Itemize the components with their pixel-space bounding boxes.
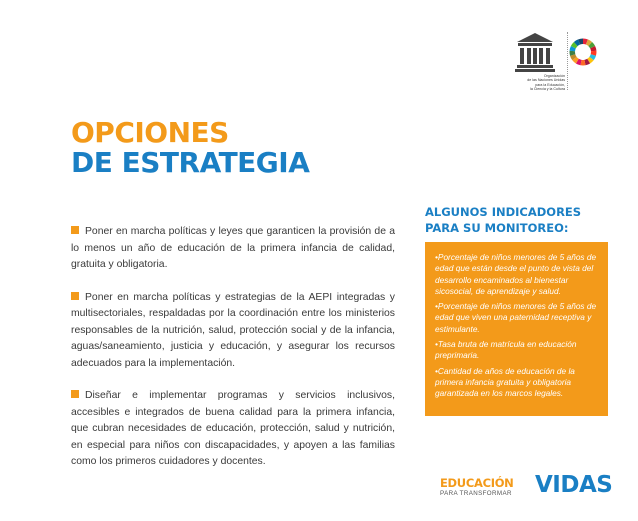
unesco-temple-icon bbox=[513, 30, 557, 74]
unesco-logo bbox=[505, 30, 605, 92]
brand-subtitle: PARA TRANSFORMAR bbox=[440, 490, 512, 497]
indicator-item: •Porcentaje de niños menores de 5 años de edad que viven una paternidad receptiva y estimulante. bbox=[435, 301, 597, 334]
title-line-1: OPCIONES bbox=[71, 116, 229, 149]
orange-square-bullet-icon bbox=[71, 226, 79, 234]
org-line: de las Naciones Unidas bbox=[527, 78, 565, 83]
indicators-heading bbox=[425, 204, 615, 236]
brand-logo bbox=[440, 472, 613, 500]
orange-square-bullet-icon bbox=[71, 390, 79, 398]
sdg-wheel-icon bbox=[569, 38, 597, 66]
strategy-text: Poner en marcha políticas y estrategias de la AEPI integradas y multisectoriales, respaldadas por la coordinación entre los ministerios responsables de la nutrición, salud, protección social y de la infancia, aguas/saneamiento, justicia y educación, y asegurar los recursos adecuados para la implementación. bbox=[71, 291, 395, 369]
brand-vidas: VIDAS bbox=[535, 472, 613, 498]
strategy-item bbox=[71, 388, 395, 471]
strategy-text: Poner en marcha políticas y leyes que garanticen la provisión de a lo menos un año de educación de la primera infancia de calidad, gratuita y obligatoria. bbox=[71, 226, 395, 270]
strategy-text: Diseñar e implementar programas y servicios inclusivos, accesibles e integrados de buena calidad para la primera infancia, que cubran necesidades de educación, protección, salud y nutrición, en especial para niños con discapacidades, y apoyen a las familias como los primeros cuidadores y docentes. bbox=[71, 390, 395, 467]
orange-square-bullet-icon bbox=[71, 292, 79, 300]
indicators-list bbox=[435, 252, 600, 400]
logo-divider bbox=[567, 32, 568, 90]
page-title bbox=[71, 118, 309, 178]
org-line: la Ciencia y la Cultura bbox=[530, 86, 565, 91]
brand-educacion: EDUCACIÓN bbox=[440, 476, 514, 490]
indicators-box bbox=[425, 242, 608, 416]
indicator-item: •Cantidad de años de educación de la primera infancia gratuita y obligatoria garantizada en los marcos legales. bbox=[435, 365, 575, 399]
org-line: Organización bbox=[543, 74, 565, 78]
indicators-heading-line-2: PARA SU MONITOREO: bbox=[425, 221, 569, 235]
indicators-heading-line-1: ALGUNOS INDICADORES bbox=[425, 205, 582, 219]
org-line: para la Educación, bbox=[535, 82, 565, 87]
indicator-item: •Tasa bruta de matrícula en educación preprimaria. bbox=[435, 339, 577, 361]
strategy-item bbox=[71, 224, 395, 274]
title-line-2: DE ESTRATEGIA bbox=[71, 146, 310, 179]
strategy-list bbox=[71, 224, 395, 487]
unesco-org-name bbox=[505, 74, 565, 91]
strategy-item bbox=[71, 290, 395, 373]
indicator-item: •Porcentaje de niños menores de 5 años de edad que están desde el punto de vista del desarrollo encaminados al bienestar sicosocial, de aprendizaje y salud. bbox=[435, 252, 597, 296]
